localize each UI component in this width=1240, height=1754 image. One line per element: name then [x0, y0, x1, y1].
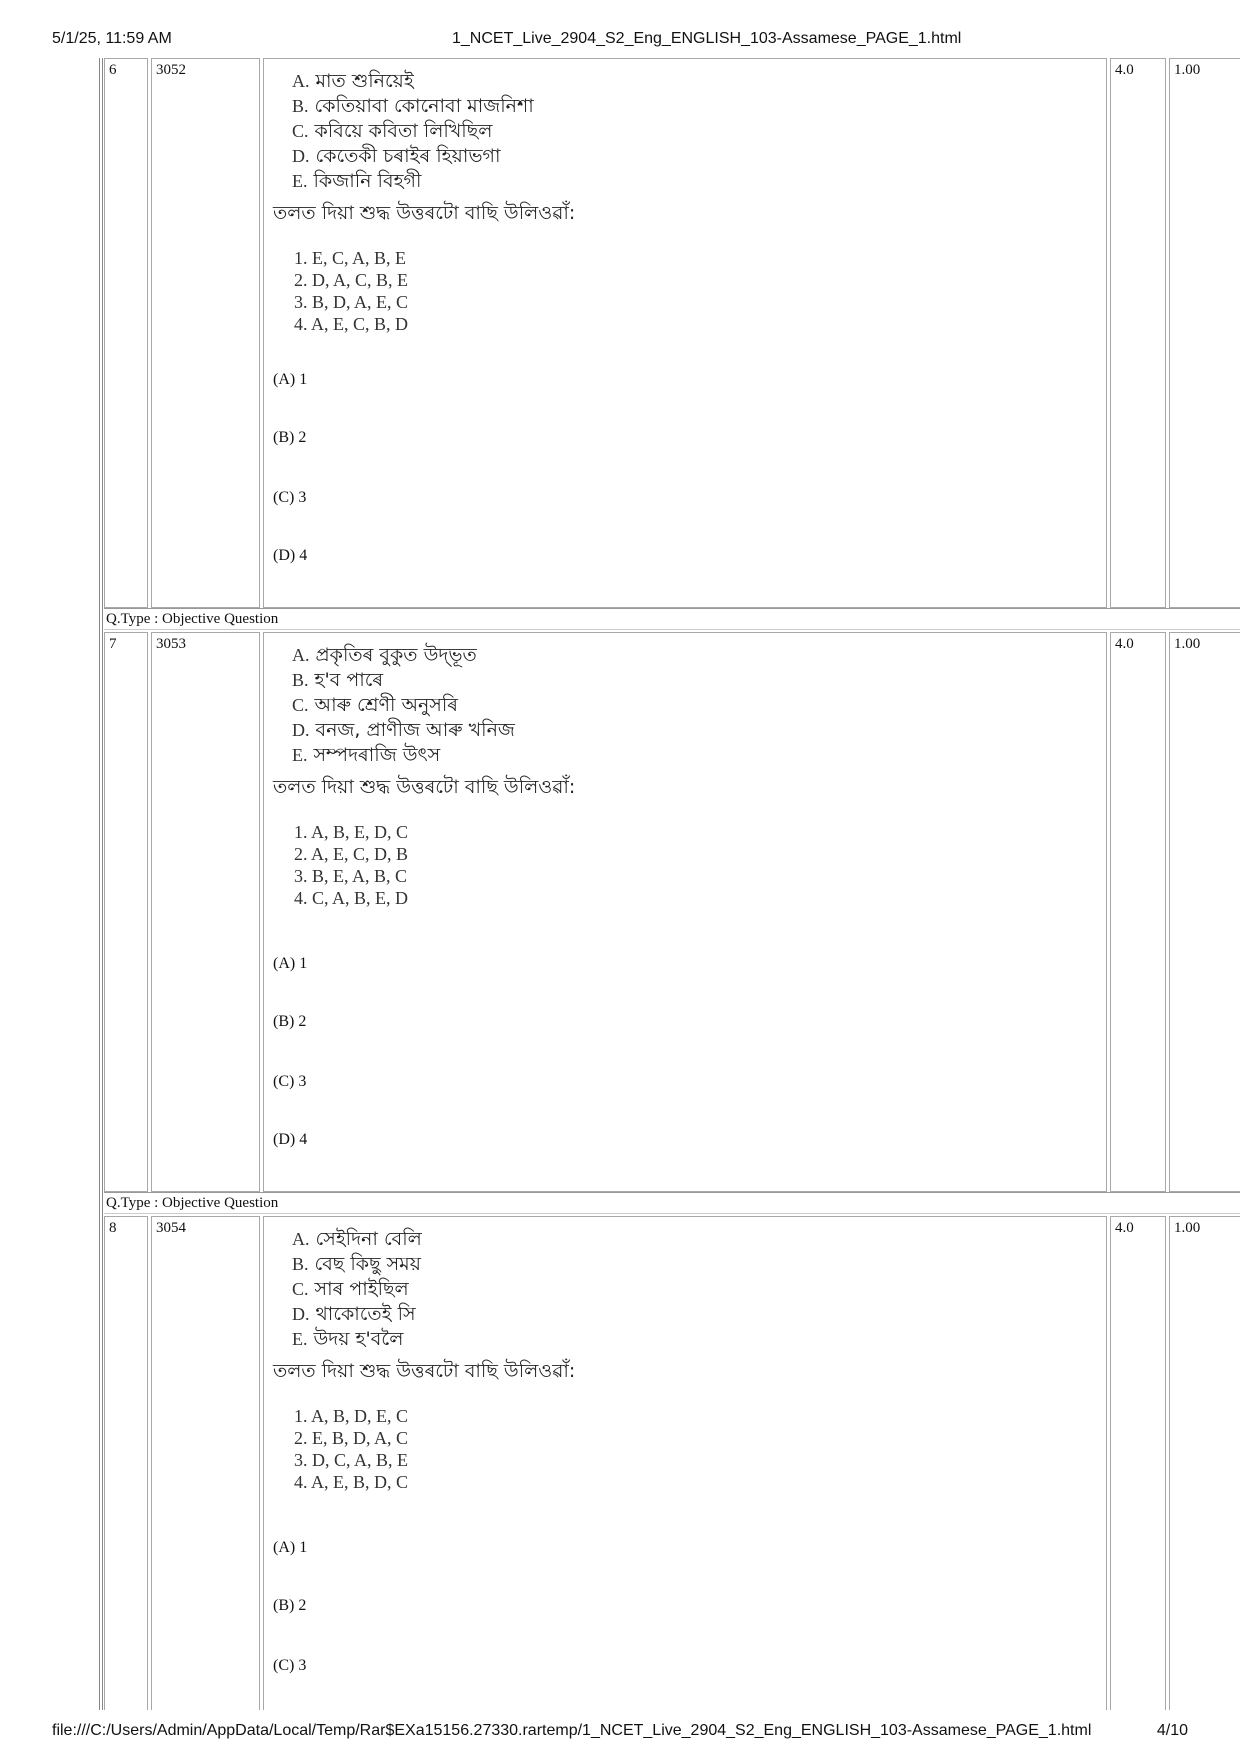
answer-option-c: (C) 3	[273, 1657, 307, 1674]
print-document-title: 1_NCET_Live_2904_S2_Eng_ENGLISH_103-Assamese_PAGE_1.html	[452, 30, 962, 47]
statement-b: B. হ'ব পাৰে	[292, 669, 384, 691]
statement-list	[292, 643, 515, 768]
statement-d: D. থাকোতেই সি	[292, 1303, 416, 1325]
question-id: 3052	[156, 62, 186, 78]
question-number-cell	[104, 1216, 148, 1710]
answer-option-a: (A) 1	[273, 371, 308, 388]
question-id-cell	[151, 58, 260, 608]
row-divider	[104, 629, 1240, 630]
answer-option-d: (D) 4	[273, 1131, 308, 1148]
sequence-4: 4. A, E, B, D, C	[294, 1472, 409, 1492]
sequence-2: 2. D, A, C, B, E	[294, 270, 409, 290]
answer-option-a: (A) 1	[273, 955, 308, 972]
answer-option-c: (C) 3	[273, 1073, 307, 1090]
sequence-4: 4. A, E, C, B, D	[294, 314, 409, 334]
question-body	[263, 632, 1107, 1192]
print-file-url: file:///C:/Users/Admin/AppData/Local/Temp/Rar$EXa15156.27330.rartemp/1_NCET_Live_2904_S2_Eng_ENGLISH_103-Assamese_PAGE_1.html	[52, 1722, 1092, 1739]
statement-b: B. কেতিয়াবা কোনোবা মাজনিশা	[292, 95, 534, 117]
sequence-list	[294, 1405, 408, 1493]
sequence-2: 2. A, E, C, D, B	[294, 844, 409, 864]
marks-value: 4.0	[1115, 1220, 1134, 1236]
marks-cell	[1110, 58, 1166, 608]
sequence-4: 4. C, A, B, E, D	[294, 888, 409, 908]
statement-list	[292, 1227, 422, 1352]
statement-d: D. বনজ, প্ৰাণীজ আৰু খনিজ	[292, 719, 515, 741]
row-divider	[104, 1192, 1240, 1193]
answer-option-c: (C) 3	[273, 489, 307, 506]
negative-marks-value: 1.00	[1174, 636, 1201, 652]
statement-list	[292, 69, 534, 194]
statement-a: A. সেইদিনা বেলি	[292, 1228, 422, 1250]
sequence-1: 1. A, B, E, D, C	[294, 822, 409, 842]
question-id-cell	[151, 632, 260, 1192]
negative-marks-value: 1.00	[1174, 62, 1201, 78]
statement-e: E. উদয় হ'বলৈ	[292, 1328, 404, 1350]
sequence-3: 3. B, E, A, B, C	[294, 866, 408, 886]
statement-c: C. আৰু শ্ৰেণী অনুসৰি	[292, 694, 458, 716]
question-number-cell	[104, 58, 148, 608]
table-border-left-inner	[102, 58, 103, 1710]
instruction-text: তলত দিয়া শুদ্ধ উত্তৰটো বাছি উলিওৱাঁ:	[273, 202, 576, 224]
statement-c: C. কবিয়ে কবিতা লিখিছিল	[292, 120, 493, 142]
statement-b: B. বেছ কিছু সময়	[292, 1253, 421, 1275]
print-header	[52, 30, 1188, 52]
negative-marks-cell	[1169, 632, 1240, 1192]
sequence-list	[294, 821, 408, 909]
sequence-2: 2. E, B, D, A, C	[294, 1428, 409, 1448]
statement-a: A. মাত শুনিয়েই	[292, 70, 414, 92]
marks-cell	[1110, 632, 1166, 1192]
question-number-cell	[104, 632, 148, 1192]
sequence-1: 1. A, B, D, E, C	[294, 1406, 409, 1426]
question-body	[263, 1216, 1107, 1710]
sequence-list	[294, 247, 408, 335]
answer-option-a: (A) 1	[273, 1539, 308, 1556]
sequence-1: 1. E, C, A, B, E	[294, 248, 407, 268]
statement-e: E. কিজানি বিহগী	[292, 170, 422, 192]
statement-d: D. কেতেকী চৰাইৰ হিয়াভগা	[292, 145, 501, 167]
question-number: 8	[109, 1220, 117, 1236]
marks-cell	[1110, 1216, 1166, 1710]
marks-value: 4.0	[1115, 62, 1134, 78]
print-footer	[52, 1722, 1188, 1744]
instruction-text: তলত দিয়া শুদ্ধ উত্তৰটো বাছি উলিওৱাঁ:	[273, 776, 576, 798]
negative-marks-value: 1.00	[1174, 1220, 1201, 1236]
question-id: 3053	[156, 636, 186, 652]
question-body	[263, 58, 1107, 608]
question-number: 6	[109, 62, 117, 78]
row-divider	[104, 1213, 1240, 1214]
sequence-3: 3. B, D, A, E, C	[294, 292, 409, 312]
answer-option-b: (B) 2	[273, 429, 307, 446]
answer-option-b: (B) 2	[273, 1597, 307, 1614]
marks-value: 4.0	[1115, 636, 1134, 652]
row-divider	[104, 608, 1240, 609]
statement-a: A. প্ৰকৃতিৰ বুকুত উদ্‌ভূত	[292, 644, 477, 666]
table-border-left	[99, 58, 100, 1710]
negative-marks-cell	[1169, 58, 1240, 608]
question-type-label: Q.Type : Objective Question	[106, 1195, 279, 1211]
answer-option-b: (B) 2	[273, 1013, 307, 1030]
answer-option-d: (D) 4	[273, 547, 308, 564]
negative-marks-cell	[1169, 1216, 1240, 1710]
print-datetime: 5/1/25, 11:59 AM	[52, 30, 172, 47]
statement-c: C. সাৰ পাইছিল	[292, 1278, 409, 1300]
question-number: 7	[109, 636, 117, 652]
question-id-cell	[151, 1216, 260, 1710]
statement-e: E. সম্পদৰাজি উৎস	[292, 744, 441, 766]
instruction-text: তলত দিয়া শুদ্ধ উত্তৰটো বাছি উলিওৱাঁ:	[273, 1360, 576, 1382]
question-id: 3054	[156, 1220, 186, 1236]
page-indicator: 4/10	[1156, 1722, 1188, 1739]
sequence-3: 3. D, C, A, B, E	[294, 1450, 409, 1470]
question-type-label: Q.Type : Objective Question	[106, 611, 279, 627]
